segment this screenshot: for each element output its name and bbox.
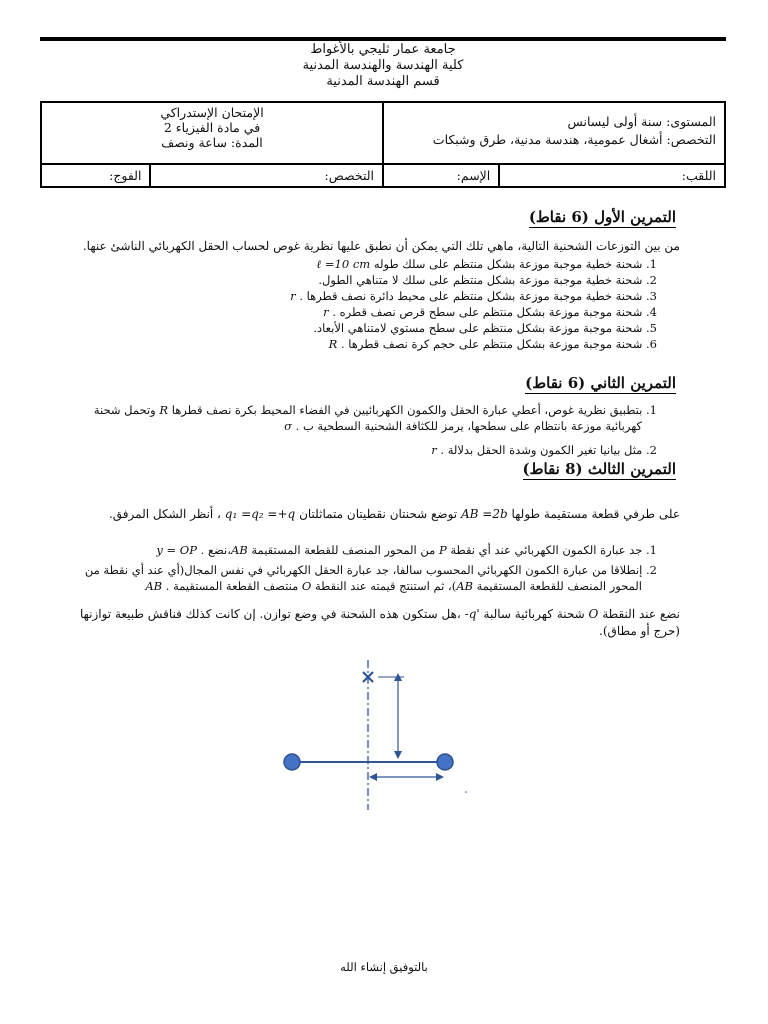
name-label: الإسم: [456, 168, 491, 183]
arrow-head-right [436, 773, 444, 781]
exercise1-list [80, 256, 680, 352]
exercise1-title: التمرين الأول (6 نقاط) [528, 208, 676, 226]
exercise1-item: 2. شحنة خطية موجبة موزعة بشكل منتظم على سلك لا متناهي الطول. [318, 273, 657, 287]
group-label: الفوج: [109, 168, 142, 183]
faculty-name: كلية الهندسة والهندسة المدنية [302, 58, 464, 73]
exercise1-intro: من بين التوزعات الشحنية التالية، ماهي تلك التي يمكن أن نطبق عليها نظرية غوص لحساب الحقل الكهربائي الناشئ عنها. [82, 239, 680, 253]
group-field [41, 164, 150, 187]
charges-figure [270, 655, 490, 815]
exercise1-item: 5. شحنة موجبة موزعة بشكل منتظم على سطح مستوي لامتناهي الأبعاد. [313, 321, 657, 335]
exercise2-title: التمرين الثاني (6 نقاط) [525, 374, 676, 392]
specialty-text: التخصص: أشغال عمومية، هندسة مدنية، طرق وشبكات [432, 132, 716, 147]
exercise3-item: 2. إنطلاقا من عبارة الكمون الكهربائي المحسوب سالفا، جد عبارة الحقل الكهربائي في نفس المجال(أي عند أي نقطة من [84, 563, 657, 577]
exercise3-title: التمرين الثالث (8 نقاط) [522, 460, 676, 478]
exam-cell [41, 102, 383, 164]
exercise3-item-cont: المحور المنصف للقطعة المستقيمة AB)، ثم استنتج قيمته عند النقطة O منتصف القطعة المستقيمة AB . [145, 579, 642, 593]
name-field [383, 164, 499, 187]
exam-title: الإمتحان الإستدراكي [160, 105, 264, 120]
stray-dot [465, 791, 467, 793]
charge-a [284, 754, 300, 770]
surname-label: اللقب: [681, 168, 716, 183]
exercise3-question: نضع عند النقطة O شحنة كهربائية سالبة -q' ،هل ستكون هذه الشحنة في وضع توازن. إن كانت كذلك فناقش طبيعة توازنها (حرج أو مطاق). [79, 607, 680, 638]
exam-info-table [40, 101, 726, 188]
university-name: جامعة عمار ثليجي بالأغواط [310, 42, 456, 57]
charge-b [437, 754, 453, 770]
exercise2-item: 2. مثل بيانيا تغير الكمون وشدة الحقل بدلالة r . [431, 443, 657, 457]
exam-subject: في مادة الفيزياء 2 [163, 120, 261, 135]
exercise2-item-cont: كهربائية موزعة بانتظام على سطحها، يرمز للكثافة الشحنية السطحية ب σ . [284, 419, 642, 433]
specialty-field [150, 164, 383, 187]
exercise3-item: 1. جد عبارة الكمون الكهربائي عند أي نقطة P من المحور المنصف للقطعة المستقيمة AB،نضع y = OP . [156, 543, 657, 557]
exercise2-list [80, 402, 680, 458]
exercise1-item: 3. شحنة خطية موجبة موزعة بشكل منتظم على محيط دائرة نصف قطرها r . [290, 289, 657, 303]
exercise2-item: 1. بتطبيق نظرية غوص، أعطي عبارة الحقل والكمون الكهربائيين في الفضاء المحيط بكرة نصف قطرها R وتحمل شحنة [93, 403, 657, 417]
level-cell [383, 102, 725, 164]
header-rule [40, 37, 726, 41]
exercise1-item: 6. شحنة موجبة موزعة بشكل منتظم على حجم كرة نصف قطرها R . [328, 337, 657, 351]
arrow-head-down [394, 751, 402, 759]
exercise1-item: 1. شحنة خطية موجبة موزعة بشكل منتظم على سلك طوله ℓ =10 cm [316, 257, 657, 271]
exercise1-item: 4. شحنة موجبة موزعة بشكل منتظم على سطح قرص نصف قطره r . [323, 305, 657, 319]
footer-text: بالتوفيق إنشاء الله [340, 960, 428, 974]
university-header [40, 42, 726, 90]
specialty-label: التخصص: [324, 168, 375, 183]
level-text: المستوى: سنة أولى ليسانس [567, 114, 716, 129]
exam-duration: المدة: ساعة ونصف [161, 135, 263, 150]
surname-field [499, 164, 725, 187]
exercise3-list [60, 542, 680, 594]
department-name: قسم الهندسة المدنية [326, 74, 440, 89]
arrow-head-left [369, 773, 377, 781]
exercise3-intro: على طرفي قطعة مستقيمة طولها AB =2b توضع شحنتان نقطيتان متماثلتان q₁ =q₂ =+q ، أنظر الشكل المرفق. [108, 507, 680, 521]
